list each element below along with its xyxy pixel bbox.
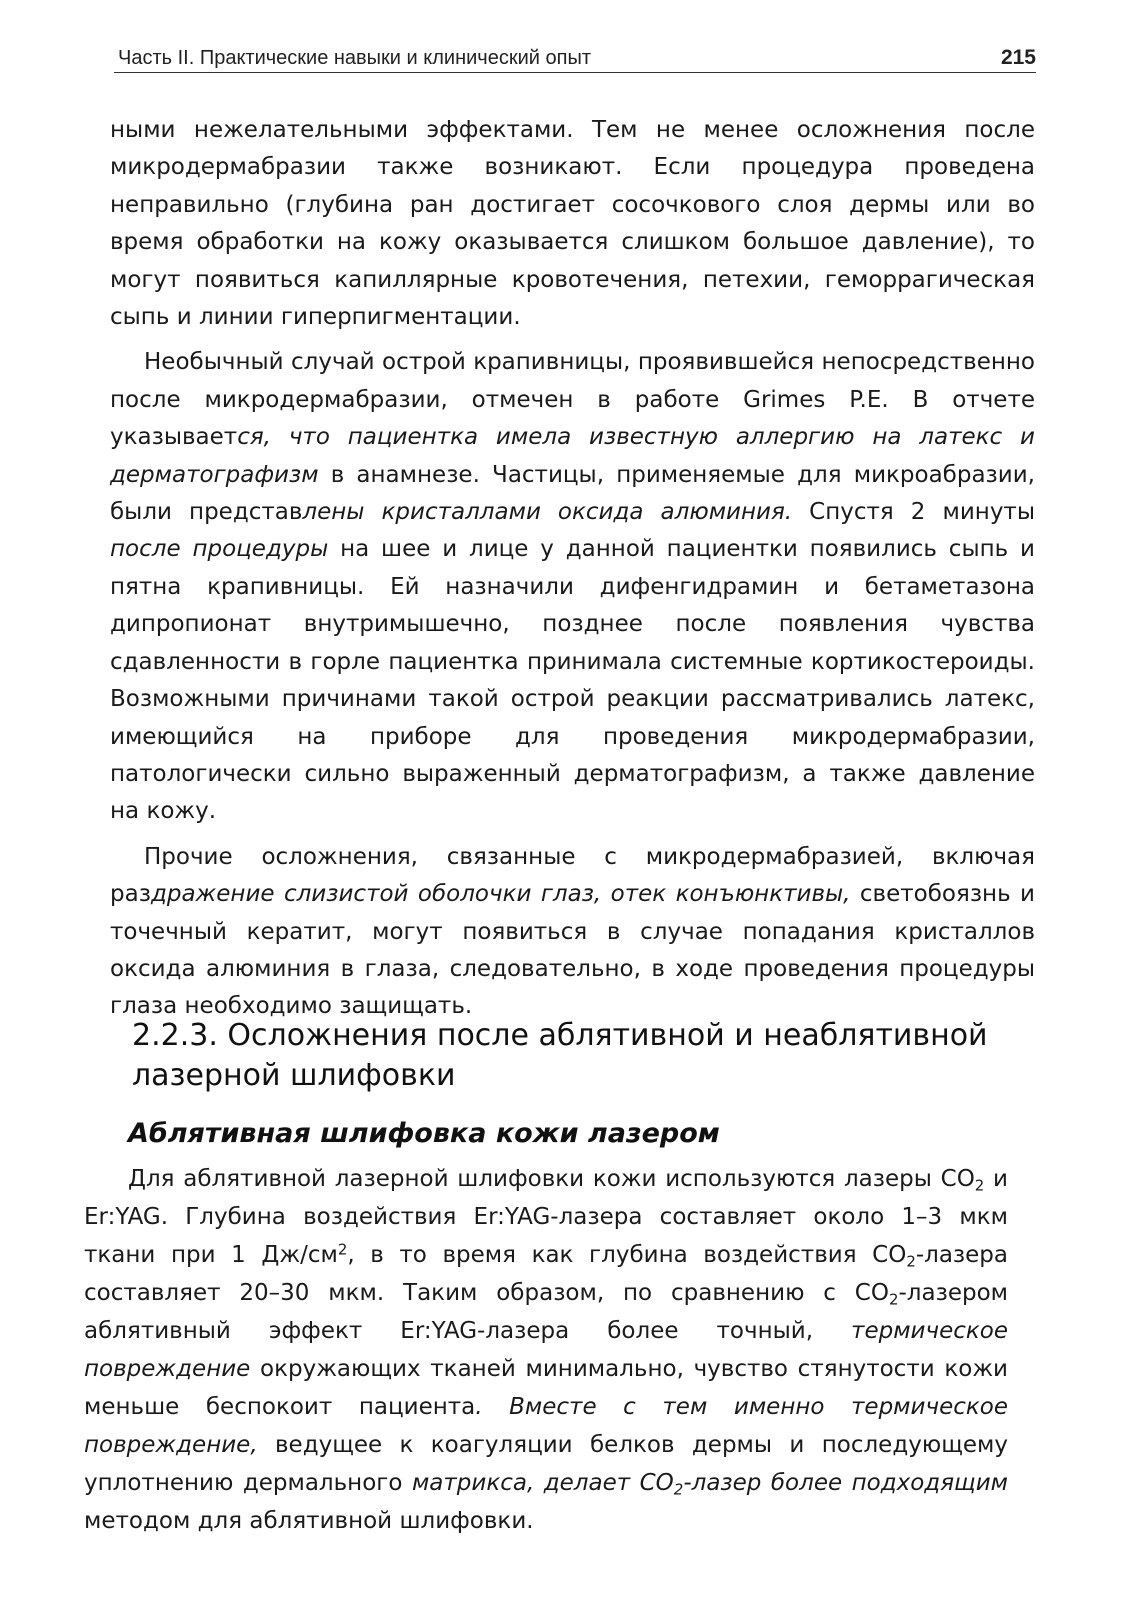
- paragraph-2: [110, 344, 1035, 830]
- subsection-heading: Аблятивная шлифовка кожи лазером: [128, 1118, 720, 1149]
- paragraph-3-part-c: светобоязнь и точечный кератит, могут появиться в случае попадания кристаллов оксида алюминия в глаза, следовательно, в ходе проведения процедуры глаза необходимо защищать.: [110, 881, 1035, 1020]
- laser-text-2: и Er:YAG. Глубина воздействия Er:YAG-лазера составляет около 1–3 мкм ткани при 1 Дж/см: [84, 1166, 1008, 1268]
- laser-text-6: термическое повреждение: [84, 1318, 1008, 1382]
- section-heading: [132, 1016, 1012, 1096]
- paragraph-2-part-c: в анамнезе. Частицы, применяемые для микроабразии, были представ: [110, 461, 1035, 526]
- subscript-2: 2: [906, 1252, 916, 1271]
- paragraph-1: ными нежелательными эффектами. Тем не менее осложнения после микродермабразии также возникают. Если процедура проведена неправильно (глубина ран достигает сосочкового слоя дермы или во время обработки на кожу оказывается слишком большое давление), то могут появиться капиллярные кровотечения, петехии, геморрагическая сыпь и линии гиперпигментации.: [110, 117, 1035, 331]
- paragraph-3-part-a: Прочие осложнения, связанные с микродермабразией, включая раз: [110, 843, 1035, 908]
- section-heading-line-1: 2.2.3. Осложнения после аблятивной и неаблятивной: [132, 1018, 988, 1053]
- superscript-2: 2: [337, 1240, 348, 1259]
- laser-text-9: ведущее к коагуляции белков дермы и последующему уплотнению дермального: [84, 1432, 1008, 1496]
- laser-text-1: Для аблятивной лазерной шлифовки кожи используются лазеры CO: [128, 1166, 975, 1192]
- laser-paragraph: [84, 1160, 1008, 1540]
- laser-text-8: . Вместе с тем именно термическое повреждение,: [84, 1394, 1008, 1458]
- subscript-2: 2: [673, 1480, 684, 1499]
- laser-text-11: -лазер более подходящим: [683, 1470, 1008, 1496]
- paragraph-2-part-e: Спустя 2 минуты: [792, 499, 1035, 526]
- paragraph-2-part-g: на шее и лице у данной пациентки появились сыпь и пятна крапивницы. Ей назначили дифенгидрамин и бетаметазона дипропионат внутримышечно, позднее после появления чувства сдавленности в горле пациентка принимала системные кортикостероиды. Возможными причинами такой острой реакции рассматривались латекс, имеющийся на приборе для проведения микродермабразии, патологически сильно выраженный дерматографизм, а также давление на кожу.: [110, 536, 1035, 825]
- laser-text-5: -лазером аблятивный эффект Er:YAG-лазера более точный,: [84, 1280, 1008, 1344]
- paragraph-2-part-b: ся, что пациентка имела известную аллергию на латекс и дерматографизм: [110, 424, 1035, 488]
- subscript-2: 2: [974, 1176, 985, 1195]
- running-title: Часть II. Практические навыки и клинический опыт: [118, 47, 591, 69]
- paragraph-3-part-b: дражение слизистой оболочки глаз, отек конъюнктивы,: [150, 881, 851, 908]
- header-rule: [114, 72, 1036, 73]
- laser-text-12: методом для аблятивной шлифовки.: [84, 1508, 534, 1534]
- paragraph-2-part-a: Необычный случай острой крапивницы, проявившейся непосредственно после микродермабразии, отмечен в работе Grimes P.E. В отчете указывает: [110, 349, 1035, 451]
- laser-text-7: окружающих тканей минимально, чувство стянутости кожи меньше беспокоит пациента: [84, 1356, 1008, 1420]
- section-heading-line-2: лазерной шлифовки: [132, 1058, 456, 1093]
- laser-text-10: матрикса, делает CO: [411, 1470, 674, 1496]
- laser-text-4: -лазера составляет 20–30 мкм. Таким образом, по сравнению с CO: [84, 1242, 1008, 1306]
- page-number: 215: [1000, 46, 1036, 69]
- paragraph-2-part-f: после процедуры: [110, 536, 329, 563]
- running-header: [118, 30, 1036, 70]
- laser-section-text: [84, 1160, 1008, 1540]
- laser-text-3: , в то время как глубина воздействия CO: [347, 1242, 907, 1268]
- paragraph-3: [110, 839, 1035, 1026]
- body-text: [110, 112, 1035, 1034]
- paragraph-2-part-d: лены кристаллами оксида алюминия.: [302, 499, 793, 526]
- subscript-2: 2: [888, 1290, 899, 1309]
